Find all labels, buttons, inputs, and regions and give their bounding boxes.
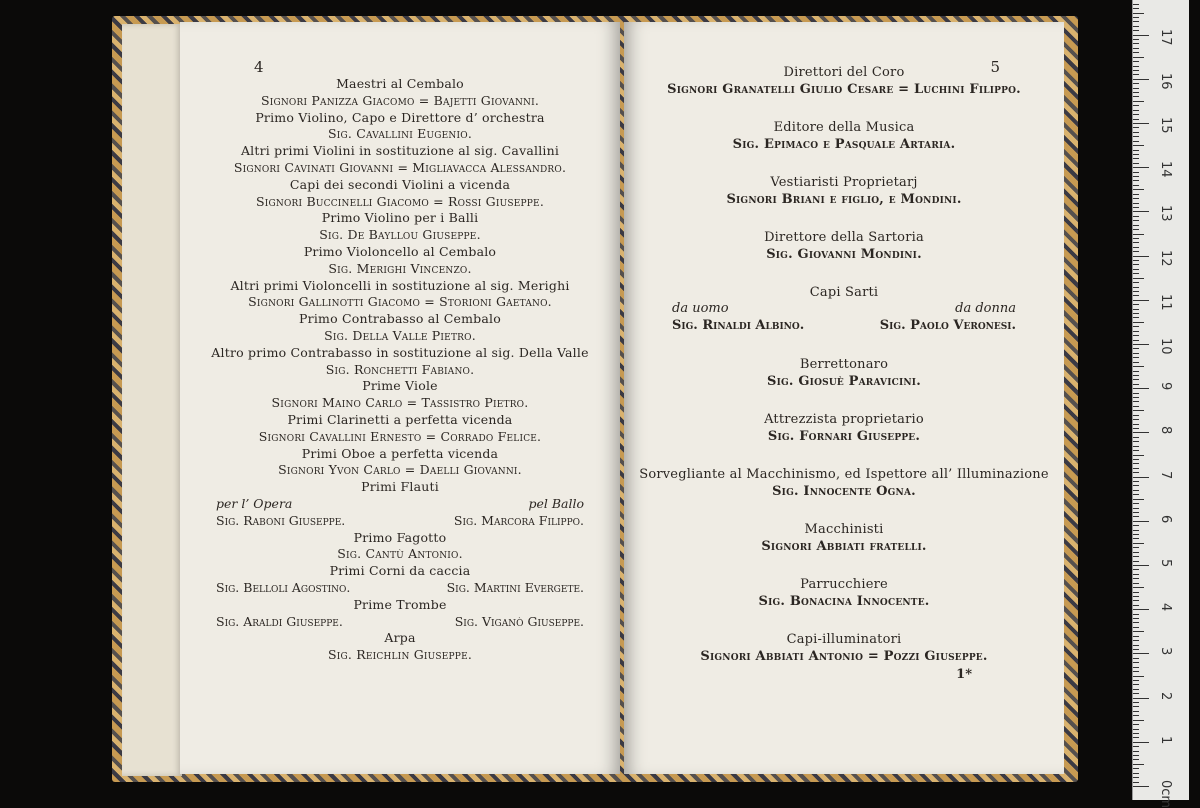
ruler-tick xyxy=(1133,605,1139,606)
ruler-tick xyxy=(1133,565,1149,566)
page-number-left: 4 xyxy=(254,58,264,76)
name-line: Signori Briani e figlio, e Mondini. xyxy=(726,192,962,207)
name-line: Sig. Bonacina Innocente. xyxy=(758,593,930,609)
ruler-tick xyxy=(1133,759,1139,760)
ruler-tick xyxy=(1133,472,1139,473)
ruler-tick xyxy=(1133,742,1149,743)
spacer xyxy=(624,610,1064,631)
ruler-tick xyxy=(1133,543,1144,544)
ruler-tick xyxy=(1133,127,1139,128)
signature-mark: 1* xyxy=(956,667,972,682)
role-heading: Attrezzista proprietario xyxy=(764,411,924,427)
ruler-tick xyxy=(1133,596,1139,597)
ruler-tick xyxy=(1133,746,1139,747)
ruler-label: 0cm xyxy=(1158,780,1173,808)
ruler-tick xyxy=(1133,410,1144,411)
ruler-tick xyxy=(1133,379,1139,380)
ruler-tick xyxy=(1133,432,1149,433)
ruler-tick xyxy=(1133,119,1139,120)
ruler-label: 17 xyxy=(1158,28,1173,46)
ruler-tick xyxy=(1133,269,1139,270)
ruler-tick xyxy=(1133,66,1139,67)
ruler-label: 9 xyxy=(1158,382,1173,391)
ruler-tick xyxy=(1133,715,1139,716)
role-heading: Maestri al Cembalo xyxy=(336,76,464,91)
sarti-names-row xyxy=(624,318,1064,335)
flauti-roles-row xyxy=(180,496,620,513)
ruler-tick xyxy=(1133,92,1139,93)
ruler-tick xyxy=(1133,322,1144,323)
ruler-tick xyxy=(1133,658,1139,659)
sarti-role-uomo: da uomo xyxy=(672,301,729,316)
ruler-tick xyxy=(1133,344,1149,345)
ruler-tick xyxy=(1133,132,1139,133)
ruler-tick xyxy=(1133,477,1149,478)
role-heading: Primo Contrabasso al Cembalo xyxy=(299,311,501,327)
flauti-name-1: Sig. Raboni Giuseppe. xyxy=(216,512,346,528)
ruler-tick xyxy=(1133,653,1149,654)
ruler-tick xyxy=(1133,538,1139,539)
role-heading: Altri primi Violoncelli in sostituzione al sig. Merighi xyxy=(230,277,570,293)
ruler-tick xyxy=(1133,185,1139,186)
ruler-tick xyxy=(1133,724,1139,725)
ruler-tick xyxy=(1133,256,1149,257)
ruler-tick xyxy=(1133,631,1144,632)
name-line: Sig. Merighi Vincenzo. xyxy=(328,260,472,276)
ruler-tick xyxy=(1133,220,1139,221)
ruler-tick xyxy=(1133,556,1139,557)
ruler-tick xyxy=(1133,39,1139,40)
ruler-tick xyxy=(1133,706,1139,707)
ruler-tick xyxy=(1133,415,1139,416)
trombe-names-row xyxy=(180,614,620,631)
ruler-tick xyxy=(1133,578,1139,579)
spacer xyxy=(624,445,1064,466)
ruler-tick xyxy=(1133,777,1139,778)
corni-name-2: Sig. Martini Evergete. xyxy=(446,579,584,595)
ruler-tick xyxy=(1133,30,1139,31)
ruler-tick xyxy=(1133,521,1149,522)
ruler-tick xyxy=(1133,8,1139,9)
right-page xyxy=(624,22,1064,774)
ruler-tick xyxy=(1133,70,1139,71)
sarti-roles-row xyxy=(624,301,1064,318)
ruler-tick xyxy=(1133,786,1149,787)
ruler-tick xyxy=(1133,114,1139,115)
spacer xyxy=(624,263,1064,284)
name-line: Signori Granatelli Giulio Cesare = Luchini Filippo. xyxy=(667,82,1021,97)
role-heading: Capi-illuminatori xyxy=(786,631,902,647)
trombe-name-2: Sig. Viganò Giuseppe. xyxy=(454,613,584,629)
ruler-tick xyxy=(1133,242,1139,243)
ruler-tick xyxy=(1133,455,1144,456)
ruler-tick xyxy=(1133,680,1139,681)
ruler-tick xyxy=(1133,335,1139,336)
role-heading: Prime Viole xyxy=(362,378,438,394)
name-line: Sig. Giosuè Paravicini. xyxy=(767,373,921,389)
ruler-tick xyxy=(1133,583,1139,584)
sarti-name-2: Sig. Paolo Veronesi. xyxy=(879,317,1016,333)
ruler-tick xyxy=(1133,176,1139,177)
ruler-tick xyxy=(1133,463,1139,464)
ruler-tick xyxy=(1133,229,1139,230)
ruler-tick xyxy=(1133,348,1139,349)
ruler-tick xyxy=(1133,516,1139,517)
role-heading: Capi dei secondi Violini a vicenda xyxy=(289,176,511,192)
ruler-tick xyxy=(1133,609,1149,610)
ruler-tick xyxy=(1133,145,1144,146)
ruler-tick xyxy=(1133,499,1144,500)
ruler-label: 16 xyxy=(1158,72,1173,90)
spacer xyxy=(624,153,1064,174)
role-heading: Primi Flauti xyxy=(361,479,439,495)
sarti-role-donna: da donna xyxy=(955,301,1016,316)
name-line: Signori Cavinati Giovanni = Migliavacca Alessandro. xyxy=(233,159,567,175)
ruler-tick xyxy=(1133,645,1139,646)
ruler-tick xyxy=(1133,225,1139,226)
role-heading: Direttori del Coro xyxy=(783,65,905,80)
ruler-tick xyxy=(1133,375,1139,376)
ruler-tick xyxy=(1133,203,1139,204)
ruler-tick xyxy=(1133,198,1139,199)
ruler-tick xyxy=(1133,684,1139,685)
ruler-tick xyxy=(1133,481,1139,482)
ruler-tick xyxy=(1133,74,1139,75)
name-line: Signori Gallinotti Giacomo = Storioni Gaetano. xyxy=(248,294,552,310)
role-heading: Prime Trombe xyxy=(353,596,447,612)
ruler-tick xyxy=(1133,397,1139,398)
ruler-tick xyxy=(1133,317,1139,318)
ruler-tick xyxy=(1133,636,1139,637)
role-heading: Primi Oboe a perfetta vicenda xyxy=(301,445,499,461)
ruler-tick xyxy=(1133,211,1149,212)
ruler-tick xyxy=(1133,79,1149,80)
ruler-label: 4 xyxy=(1158,603,1173,612)
ruler-tick xyxy=(1133,48,1139,49)
ruler-tick xyxy=(1133,154,1139,155)
ruler-tick xyxy=(1133,216,1139,217)
corni-names-row xyxy=(180,580,620,597)
ruler-tick xyxy=(1133,353,1139,354)
name-line: Sig. Epimaco e Pasquale Artaria. xyxy=(732,137,956,152)
role-heading: Primo Fagotto xyxy=(353,529,447,545)
flauti-name-2: Sig. Marcora Filippo. xyxy=(453,512,584,528)
ruler-tick xyxy=(1133,393,1139,394)
ruler-tick xyxy=(1133,362,1139,363)
ruler-tick xyxy=(1133,569,1139,570)
ruler-tick xyxy=(1133,622,1139,623)
ruler-label: 8 xyxy=(1158,426,1173,435)
ruler-tick xyxy=(1133,450,1139,451)
ruler-tick xyxy=(1133,366,1144,367)
flauti-names-row xyxy=(180,513,620,530)
name-line: Sig. De Bayllou Giuseppe. xyxy=(319,227,481,243)
left-page xyxy=(180,22,620,774)
ruler-tick xyxy=(1133,424,1139,425)
ruler-tick xyxy=(1133,295,1139,296)
ruler-label: 14 xyxy=(1158,161,1173,178)
ruler-tick xyxy=(1133,141,1139,142)
ruler-tick xyxy=(1133,207,1139,208)
ruler-label: 12 xyxy=(1158,249,1173,267)
ruler-tick xyxy=(1133,676,1144,677)
ruler-tick xyxy=(1133,764,1144,765)
ruler-tick xyxy=(1133,357,1139,358)
ruler-tick xyxy=(1133,600,1139,601)
ruler-label: 10 xyxy=(1158,338,1173,355)
role-heading: Altro primo Contrabasso in sostituzione al sig. Della Valle xyxy=(211,344,589,360)
role-heading: Vestiaristi Proprietarj xyxy=(770,175,918,190)
ruler-tick xyxy=(1133,331,1139,332)
ruler-label: 6 xyxy=(1158,514,1173,524)
role-heading: Macchinisti xyxy=(804,521,884,537)
ruler-tick xyxy=(1133,136,1139,137)
ruler-tick xyxy=(1133,300,1149,301)
sarti-name-1: Sig. Rinaldi Albino. xyxy=(672,317,805,333)
left-page-text xyxy=(180,76,620,664)
ruler-tick xyxy=(1133,17,1139,18)
name-line: Sig. Cavallini Eugenio. xyxy=(327,126,473,142)
role-heading: Primi Corni da caccia xyxy=(329,563,471,579)
spacer xyxy=(624,98,1064,119)
trombe-name-1: Sig. Araldi Giuseppe. xyxy=(216,613,343,629)
ruler-tick xyxy=(1133,640,1139,641)
ruler-tick xyxy=(1133,384,1139,385)
ruler-label: 5 xyxy=(1158,559,1173,568)
name-line: Signori Abbiati fratelli. xyxy=(761,538,927,554)
ruler-tick xyxy=(1133,446,1139,447)
flauti-role-opera: per l’ Opera xyxy=(216,495,293,511)
name-line: Signori Cavallini Ernesto = Corrado Felice. xyxy=(258,428,542,444)
name-line: Sig. Innocente Ogna. xyxy=(772,483,916,499)
ruler-tick xyxy=(1133,180,1139,181)
ruler-tick xyxy=(1133,110,1139,111)
ruler-tick xyxy=(1133,587,1144,588)
ruler-tick xyxy=(1133,313,1139,314)
ruler-tick xyxy=(1133,508,1139,509)
name-line: Signori Maino Carlo = Tassistro Pietro. xyxy=(271,395,529,411)
role-heading: Primo Violoncello al Cembalo xyxy=(303,243,497,259)
ruler-tick xyxy=(1133,105,1139,106)
name-line: Sig. Giovanni Mondini. xyxy=(766,247,922,262)
name-line: Signori Panizza Giacomo = Bajetti Giovanni. xyxy=(260,92,540,108)
ruler-tick xyxy=(1133,720,1144,721)
ruler-tick xyxy=(1133,388,1149,389)
ruler-tick xyxy=(1133,574,1139,575)
name-line: Sig. Cantù Antonio. xyxy=(337,546,463,562)
ruler-tick xyxy=(1133,61,1139,62)
ruler-tick xyxy=(1133,534,1139,535)
ruler-tick xyxy=(1133,371,1139,372)
ruler-tick xyxy=(1133,494,1139,495)
ruler-tick xyxy=(1133,264,1139,265)
role-heading: Sorvegliante al Macchinismo, ed Ispettore all’ Illuminazione xyxy=(639,466,1049,482)
ruler-tick xyxy=(1133,309,1139,310)
ruler-tick xyxy=(1133,194,1139,195)
role-heading: Capi Sarti xyxy=(809,285,879,300)
ruler-tick xyxy=(1133,287,1139,288)
name-line: Sig. Reichlin Giuseppe. xyxy=(327,647,473,663)
ruler-tick xyxy=(1133,530,1139,531)
name-line: Sig. Fornari Giuseppe. xyxy=(767,428,921,444)
role-heading: Primi Clarinetti a perfetta vicenda xyxy=(287,411,513,427)
ruler-tick xyxy=(1133,273,1139,274)
ruler-tick xyxy=(1133,773,1139,774)
ruler-label: 15 xyxy=(1158,117,1173,134)
role-heading: Direttore della Sartoria xyxy=(764,230,924,245)
ruler-tick xyxy=(1133,57,1144,58)
ruler-tick xyxy=(1133,751,1139,752)
spacer xyxy=(624,208,1064,229)
role-heading: Arpa xyxy=(384,630,416,646)
spacer xyxy=(624,335,1064,356)
ruler-tick xyxy=(1133,437,1139,438)
ruler-tick xyxy=(1133,667,1139,668)
role-heading: Primo Violino, Capo e Direttore d’ orchestra xyxy=(255,109,545,125)
ruler-tick xyxy=(1133,189,1144,190)
name-line: Sig. Ronchetti Fabiano. xyxy=(325,361,475,377)
ruler-tick xyxy=(1133,729,1139,730)
ruler-tick xyxy=(1133,88,1139,89)
ruler-tick xyxy=(1133,614,1139,615)
ruler-tick xyxy=(1133,459,1139,460)
ruler-tick xyxy=(1133,782,1139,783)
flauti-role-ballo: pel Ballo xyxy=(528,495,584,511)
ruler-tick xyxy=(1133,552,1139,553)
ruler-tick xyxy=(1133,737,1139,738)
corni-name-1: Sig. Belloli Agostino. xyxy=(216,579,351,595)
ruler-tick xyxy=(1133,768,1139,769)
ruler-tick xyxy=(1133,340,1139,341)
ruler-tick xyxy=(1133,260,1139,261)
ruler-label: 3 xyxy=(1158,647,1173,656)
ruler-tick xyxy=(1133,755,1139,756)
ruler-label: 11 xyxy=(1158,293,1173,311)
ruler-label: 13 xyxy=(1158,205,1173,222)
ruler-tick xyxy=(1133,485,1139,486)
ruler-tick xyxy=(1133,234,1144,235)
spacer xyxy=(624,555,1064,576)
endpaper xyxy=(122,24,182,776)
ruler-tick xyxy=(1133,167,1149,168)
ruler-tick xyxy=(1133,150,1139,151)
name-line: Signori Buccinelli Giacomo = Rossi Giuseppe. xyxy=(255,193,545,209)
ruler-tick xyxy=(1133,441,1139,442)
name-line: Signori Yvon Carlo = Daelli Giovanni. xyxy=(278,462,522,478)
ruler-tick xyxy=(1133,401,1139,402)
ruler-tick xyxy=(1133,733,1139,734)
ruler-tick xyxy=(1133,702,1139,703)
ruler-tick xyxy=(1133,247,1139,248)
ruler-label: 1 xyxy=(1158,735,1173,745)
ruler-tick xyxy=(1133,172,1139,173)
ruler-tick xyxy=(1133,419,1139,420)
ruler-tick xyxy=(1133,618,1139,619)
role-heading: Editore della Musica xyxy=(773,120,915,135)
ruler-tick xyxy=(1133,468,1139,469)
ruler-tick xyxy=(1133,671,1139,672)
ruler-tick xyxy=(1133,525,1139,526)
role-heading: Parrucchiere xyxy=(800,576,888,592)
ruler-tick xyxy=(1133,689,1139,690)
ruler-tick xyxy=(1133,561,1139,562)
ruler-label: 7 xyxy=(1158,470,1173,479)
ruler-tick xyxy=(1133,251,1139,252)
ruler-tick xyxy=(1133,304,1139,305)
ruler-label: 2 xyxy=(1158,691,1173,700)
ruler-tick xyxy=(1133,711,1139,712)
ruler-tick xyxy=(1133,238,1139,239)
role-heading: Berrettonaro xyxy=(799,356,889,372)
ruler-tick xyxy=(1133,662,1139,663)
name-line: Signori Abbiati Antonio = Pozzi Giuseppe. xyxy=(700,648,988,664)
role-heading: Primo Violino per i Balli xyxy=(321,210,479,226)
ruler-tick xyxy=(1133,21,1139,22)
spacer xyxy=(624,390,1064,411)
ruler-tick xyxy=(1133,101,1144,102)
ruler-tick xyxy=(1133,163,1139,164)
ruler-tick xyxy=(1133,13,1144,14)
ruler-tick xyxy=(1133,282,1139,283)
ruler-tick xyxy=(1133,512,1139,513)
ruler-tick xyxy=(1133,43,1139,44)
role-heading: Altri primi Violini in sostituzione al sig. Cavallini xyxy=(240,143,560,159)
ruler-tick xyxy=(1133,428,1139,429)
ruler-tick xyxy=(1133,96,1139,97)
ruler-tick xyxy=(1133,278,1144,279)
ruler-tick xyxy=(1133,4,1139,5)
ruler-tick xyxy=(1133,52,1139,53)
right-page-text xyxy=(624,64,1064,665)
ruler-tick xyxy=(1133,503,1139,504)
ruler-tick xyxy=(1133,649,1139,650)
page-number-right: 5 xyxy=(990,58,1000,76)
ruler-tick xyxy=(1133,627,1139,628)
ruler-tick xyxy=(1133,83,1139,84)
ruler-tick xyxy=(1133,35,1149,36)
ruler-tick xyxy=(1133,698,1149,699)
ruler-tick xyxy=(1133,406,1139,407)
ruler-tick xyxy=(1133,693,1139,694)
ruler-tick xyxy=(1133,592,1139,593)
ruler-tick xyxy=(1133,326,1139,327)
ruler-tick xyxy=(1133,26,1139,27)
name-line: Sig. Della Valle Pietro. xyxy=(324,327,476,343)
spacer xyxy=(624,500,1064,521)
ruler-tick xyxy=(1133,490,1139,491)
measuring-ruler xyxy=(1132,0,1189,808)
ruler-tick xyxy=(1133,547,1139,548)
ruler-tick xyxy=(1133,158,1139,159)
ruler-tick xyxy=(1133,123,1149,124)
ruler-tick xyxy=(1133,291,1139,292)
